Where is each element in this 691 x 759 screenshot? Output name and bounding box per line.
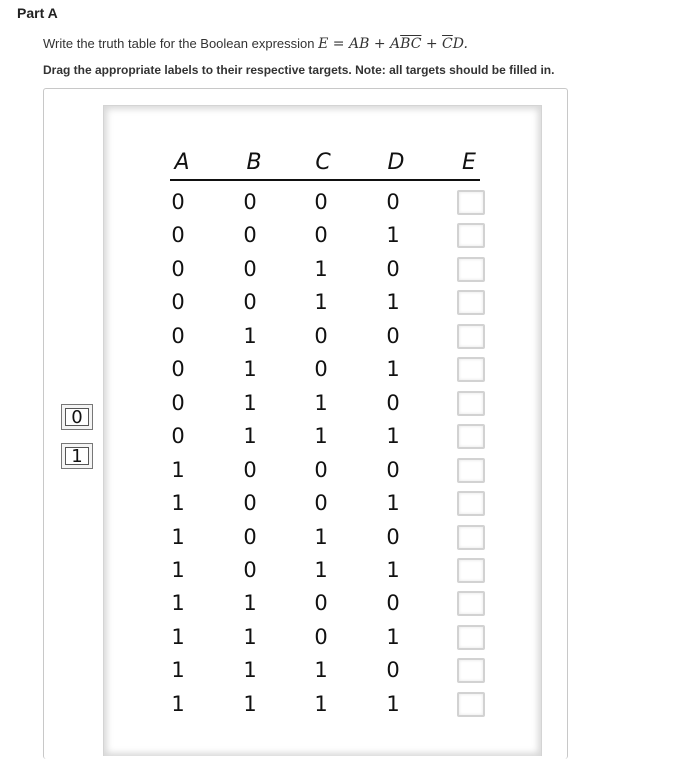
cell-a-row-11: 1 (171, 525, 185, 549)
cell-b-row-14: 1 (243, 625, 257, 649)
cell-b-row-5: 1 (243, 324, 257, 348)
cell-a-row-6: 0 (171, 357, 185, 381)
cell-b-row-10: 0 (243, 491, 257, 515)
target-e-row-15[interactable] (457, 658, 485, 683)
cell-b-row-15: 1 (243, 658, 257, 682)
cell-d-row-6: 1 (386, 357, 400, 381)
target-e-row-6[interactable] (457, 357, 485, 382)
cell-b-row-2: 0 (243, 223, 257, 247)
cell-c-row-9: 0 (314, 458, 328, 482)
expression-plus: + (369, 36, 391, 52)
target-e-row-16[interactable] (457, 692, 485, 717)
cell-a-row-5: 0 (171, 324, 185, 348)
cell-d-row-14: 1 (386, 625, 400, 649)
cell-c-row-1: 0 (314, 190, 328, 214)
instructions: Drag the appropriate labels to their respective targets. Note: all targets should be filled in. (43, 63, 555, 77)
cell-a-row-7: 0 (171, 391, 185, 415)
cell-a-row-8: 0 (171, 424, 185, 448)
cell-c-row-11: 1 (314, 525, 328, 549)
cell-b-row-7: 1 (243, 391, 257, 415)
cell-a-row-12: 1 (171, 558, 185, 582)
expression-term-c-bar: $\overline{C}$ (442, 36, 453, 52)
cell-c-row-3: 1 (314, 257, 328, 281)
cell-b-row-6: 1 (243, 357, 257, 381)
cell-c-row-2: 0 (314, 223, 328, 247)
cell-c-row-7: 1 (314, 391, 328, 415)
header-b: B (246, 150, 262, 175)
cell-d-row-11: 0 (386, 525, 400, 549)
question-prefix: Write the truth table for the Boolean expression (43, 36, 319, 51)
cell-d-row-1: 0 (386, 190, 400, 214)
cell-a-row-14: 1 (171, 625, 185, 649)
cell-b-row-12: 0 (243, 558, 257, 582)
label-zero[interactable] (61, 404, 93, 430)
header-e: E (462, 150, 476, 175)
cell-c-row-5: 0 (314, 324, 328, 348)
question-text (43, 36, 468, 52)
cell-c-row-15: 1 (314, 658, 328, 682)
cell-a-row-15: 1 (171, 658, 185, 682)
cell-b-row-8: 1 (243, 424, 257, 448)
cell-a-row-16: 1 (171, 692, 185, 716)
cell-c-row-10: 0 (314, 491, 328, 515)
cell-d-row-13: 0 (386, 591, 400, 615)
cell-a-row-3: 0 (171, 257, 185, 281)
cell-c-row-16: 1 (314, 692, 328, 716)
cell-c-row-13: 0 (314, 591, 328, 615)
target-e-row-5[interactable] (457, 324, 485, 349)
target-e-row-1[interactable] (457, 190, 485, 215)
expression-equals: = (328, 36, 349, 52)
cell-c-row-12: 1 (314, 558, 328, 582)
cell-d-row-9: 0 (386, 458, 400, 482)
cell-d-row-5: 0 (386, 324, 400, 348)
cell-d-row-4: 1 (386, 290, 400, 314)
part-title: Part A (17, 5, 58, 21)
expression-term-a: A (390, 36, 401, 52)
cell-d-row-7: 0 (386, 391, 400, 415)
label-one[interactable] (61, 443, 93, 469)
cell-a-row-9: 1 (171, 458, 185, 482)
cell-b-row-9: 0 (243, 458, 257, 482)
target-e-row-10[interactable] (457, 491, 485, 516)
target-e-row-8[interactable] (457, 424, 485, 449)
target-e-row-7[interactable] (457, 391, 485, 416)
cell-d-row-10: 1 (386, 491, 400, 515)
cell-a-row-13: 1 (171, 591, 185, 615)
target-e-row-3[interactable] (457, 257, 485, 282)
target-e-row-14[interactable] (457, 625, 485, 650)
header-d: D (387, 150, 405, 175)
cell-d-row-12: 1 (386, 558, 400, 582)
expression-term-bc-bar: $\overline{BC}$ (400, 36, 422, 52)
cell-b-row-11: 0 (243, 525, 257, 549)
cell-c-row-8: 1 (314, 424, 328, 448)
cell-c-row-14: 0 (314, 625, 328, 649)
cell-b-row-16: 1 (243, 692, 257, 716)
cell-a-row-1: 0 (171, 190, 185, 214)
expression-lhs: E (318, 36, 329, 52)
target-e-row-9[interactable] (457, 458, 485, 483)
target-e-row-12[interactable] (457, 558, 485, 583)
header-a: A (174, 150, 190, 175)
cell-a-row-2: 0 (171, 223, 185, 247)
cell-a-row-10: 1 (171, 491, 185, 515)
target-e-row-4[interactable] (457, 290, 485, 315)
cell-d-row-16: 1 (386, 692, 400, 716)
expression-term-ab: AB (348, 36, 370, 52)
header-underline (170, 179, 480, 181)
cell-d-row-3: 0 (386, 257, 400, 281)
header-c: C (315, 150, 331, 175)
cell-c-row-4: 1 (314, 290, 328, 314)
cell-b-row-13: 1 (243, 591, 257, 615)
cell-b-row-4: 0 (243, 290, 257, 314)
cell-d-row-15: 0 (386, 658, 400, 682)
target-e-row-2[interactable] (457, 223, 485, 248)
expression-period: . (463, 36, 468, 52)
expression-plus: + (421, 36, 443, 52)
cell-a-row-4: 0 (171, 290, 185, 314)
cell-d-row-2: 1 (386, 223, 400, 247)
label-zero-text: 0 (65, 408, 89, 426)
expression-term-d: D (452, 36, 464, 52)
cell-c-row-6: 0 (314, 357, 328, 381)
cell-b-row-3: 0 (243, 257, 257, 281)
target-e-row-13[interactable] (457, 591, 485, 616)
cell-d-row-8: 1 (386, 424, 400, 448)
label-one-text: 1 (65, 447, 89, 465)
target-e-row-11[interactable] (457, 525, 485, 550)
cell-b-row-1: 0 (243, 190, 257, 214)
